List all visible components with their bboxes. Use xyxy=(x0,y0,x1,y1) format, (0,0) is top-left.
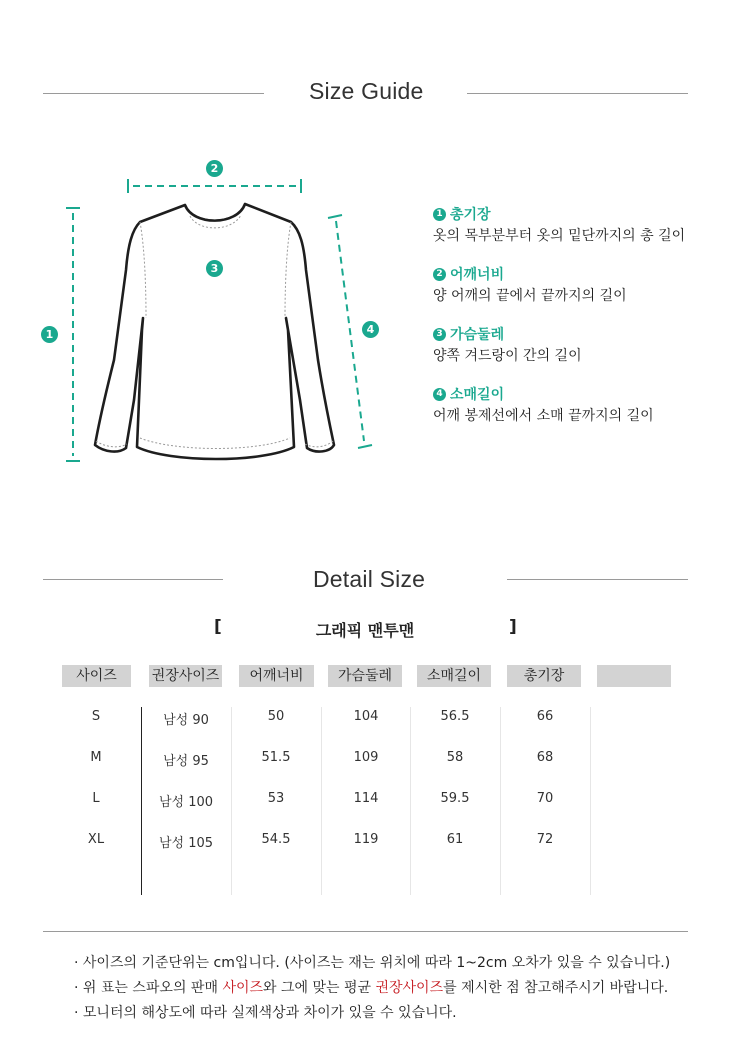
table-cell-size: S xyxy=(91,709,101,724)
detail-size-title: Detail Size xyxy=(313,566,426,592)
badge-shoulder-width: 2 xyxy=(206,160,223,177)
note-bullet: · xyxy=(74,1005,79,1021)
legend-total-length xyxy=(433,205,685,245)
legend-sleeve-length xyxy=(433,385,654,425)
legend-number-badge: 3 xyxy=(433,328,446,341)
table-cell-chest: 104 xyxy=(353,709,379,724)
note-text: 사이즈의 기준단위는 cm입니다. (사이즈는 재는 위치에 따라 1~2cm 오차가 있을 수 있습니다.) xyxy=(82,955,671,971)
legend-label: 총기장 xyxy=(450,207,491,223)
legend-description: 양 어깨의 끝에서 끝까지의 길이 xyxy=(433,288,627,304)
table-cell-size: L xyxy=(92,791,100,806)
table-cell-size: XL xyxy=(87,832,105,847)
table-cell-recommended: 남성 90 xyxy=(163,713,209,728)
note-bullet: · xyxy=(74,955,79,971)
table-cell-shoulder: 53 xyxy=(267,791,285,806)
legend-description: 옷의 목부분부터 옷의 밑단까지의 총 길이 xyxy=(433,228,686,244)
table-cell-recommended: 남성 100 xyxy=(158,795,214,810)
dimension-total-length xyxy=(66,208,80,461)
product-name: 그래픽 맨투맨 xyxy=(315,621,415,640)
table-cell-total-length: 68 xyxy=(536,750,554,765)
table-cell-sleeve: 59.5 xyxy=(440,791,470,806)
table-cell-shoulder: 54.5 xyxy=(261,832,291,847)
table-cell-recommended: 남성 105 xyxy=(158,836,214,851)
table-header-chest: 가슴둘레 xyxy=(328,665,402,687)
badge-total-length: 1 xyxy=(41,326,58,343)
sweatshirt-diagram xyxy=(0,140,420,480)
table-cell-total-length: 70 xyxy=(536,791,554,806)
table-header-empty xyxy=(597,665,671,687)
table-header-sleeve: 소매길이 xyxy=(417,665,491,687)
table-cell-chest: 109 xyxy=(353,750,379,765)
legend-number-badge: 2 xyxy=(433,268,446,281)
size-guide-title: Size Guide xyxy=(309,78,424,104)
table-cell-sleeve: 58 xyxy=(446,750,464,765)
size-guide-divider-left xyxy=(43,93,264,94)
note-text: 모니터의 해상도에 따라 실제색상과 차이가 있을 수 있습니다. xyxy=(82,1005,457,1021)
badge-sleeve-length: 4 xyxy=(362,321,379,338)
note-recommended-size xyxy=(74,977,668,997)
table-cell-shoulder: 51.5 xyxy=(261,750,291,765)
legend-chest-width xyxy=(433,325,582,365)
table-cell-sleeve: 61 xyxy=(446,832,464,847)
table-cell-total-length: 72 xyxy=(536,832,554,847)
legend-description: 양쪽 겨드랑이 간의 길이 xyxy=(433,348,582,364)
badge-chest-width: 3 xyxy=(206,260,223,277)
note-measurement-unit xyxy=(74,952,670,972)
table-header-shoulder: 어깨너비 xyxy=(239,665,314,687)
sweatshirt-outline xyxy=(95,204,334,459)
table-header-recommended-size: 권장사이즈 xyxy=(149,665,222,687)
table-header-total-length: 총기장 xyxy=(507,665,581,687)
table-cell-sleeve: 56.5 xyxy=(440,709,470,724)
note-highlight-recommended: 권장사이즈 xyxy=(375,980,444,996)
size-guide-divider-right xyxy=(467,93,688,94)
table-cell-shoulder: 50 xyxy=(267,709,285,724)
legend-shoulder-width xyxy=(433,265,627,305)
legend-label: 가슴둘레 xyxy=(450,327,505,343)
note-text: 와 그에 맞는 평균 xyxy=(263,980,376,996)
legend-label: 소매길이 xyxy=(450,387,505,403)
note-bullet: · xyxy=(74,980,79,996)
legend-label: 어깨너비 xyxy=(450,267,505,283)
product-bracket-open: [ xyxy=(214,617,222,637)
notes-divider xyxy=(43,931,688,932)
detail-size-divider-left xyxy=(43,579,223,580)
legend-number-badge: 1 xyxy=(433,208,446,221)
column-separator xyxy=(590,707,591,895)
legend-number-badge: 4 xyxy=(433,388,446,401)
legend-description: 어깨 봉제선에서 소매 끝까지의 길이 xyxy=(433,408,654,424)
note-monitor-color xyxy=(74,1002,457,1022)
table-cell-recommended: 남성 95 xyxy=(163,754,209,769)
dimension-shoulder-width xyxy=(128,179,301,193)
detail-size-divider-right xyxy=(507,579,688,580)
table-cell-chest: 119 xyxy=(353,832,379,847)
note-text: 위 표는 스파오의 판매 xyxy=(82,980,223,996)
table-cell-chest: 114 xyxy=(353,791,379,806)
table-cell-size: M xyxy=(90,750,102,765)
product-bracket-close: ] xyxy=(509,617,517,637)
note-text: 를 제시한 점 참고해주시기 바랍니다. xyxy=(443,980,669,996)
table-header-size: 사이즈 xyxy=(62,665,131,687)
table-cell-total-length: 66 xyxy=(536,709,554,724)
note-highlight-size: 사이즈 xyxy=(222,980,264,996)
